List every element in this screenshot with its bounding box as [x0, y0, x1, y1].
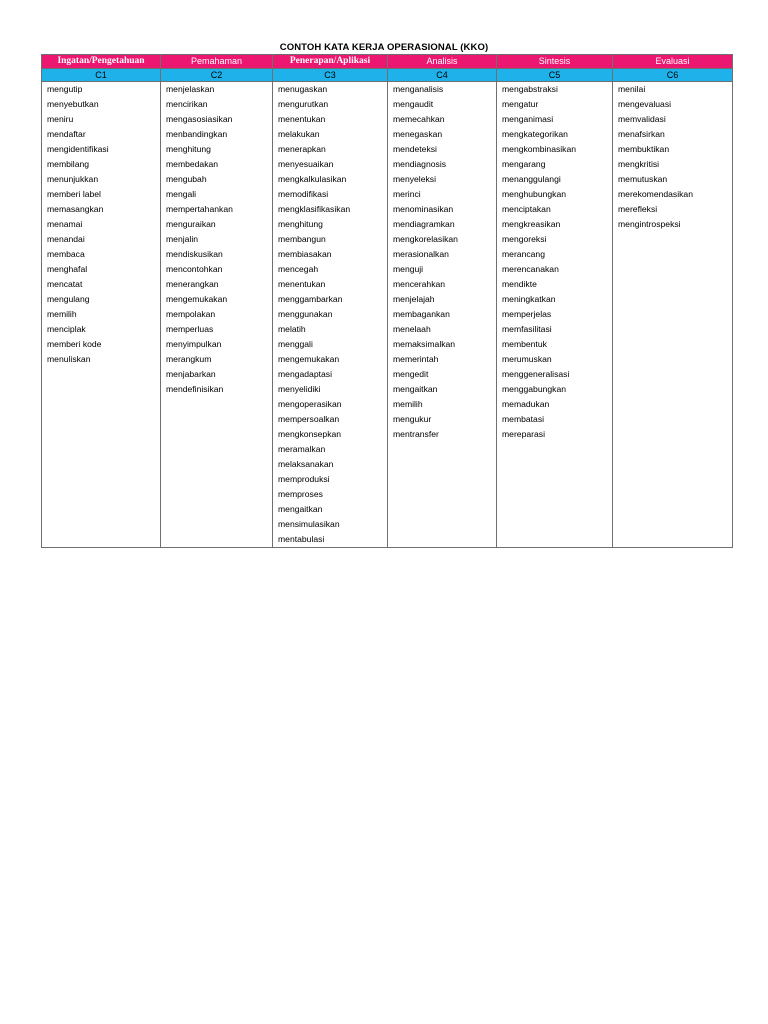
verb-item: mendiskusikan [166, 249, 223, 259]
verb-item: mengoperasikan [278, 399, 342, 409]
verb-item: merefleksi [618, 204, 658, 214]
verb-item: memaksimalkan [393, 339, 456, 349]
verb-item: memadukan [502, 399, 550, 409]
verb-item: mensimulasikan [278, 519, 340, 529]
verb-item: merekomendasikan [618, 189, 693, 199]
verb-item: menganimasi [502, 114, 554, 124]
verb-item: menamai [47, 219, 83, 229]
header-evaluasi: Evaluasi [613, 55, 733, 69]
verb-item: mengasosiasikan [166, 114, 233, 124]
verb-item: mendefinisikan [166, 384, 224, 394]
column-c5-cell [497, 82, 613, 548]
verb-item: menjelaskan [166, 84, 215, 94]
verb-item: menyimpulkan [166, 339, 222, 349]
verb-item: meramalkan [278, 444, 326, 454]
verb-item: merinci [393, 189, 421, 199]
verb-item: memvalidasi [618, 114, 666, 124]
verb-item: membagankan [393, 309, 450, 319]
verb-item: menuliskan [47, 354, 91, 364]
verb-item: menggambarkan [278, 294, 343, 304]
header-analisis: Analisis [388, 55, 497, 69]
verb-item: mengevaluasi [618, 99, 672, 109]
verb-item: menerangkan [166, 279, 219, 289]
category-header-row [42, 55, 733, 69]
column-c2-cell [161, 82, 273, 548]
word-list-c2 [161, 82, 272, 397]
verb-item: menggunakan [278, 309, 333, 319]
verb-item: mengaudit [393, 99, 434, 109]
verb-item: mengkreasikan [502, 219, 561, 229]
verb-item: mengutip [47, 84, 83, 94]
verb-item: memasangkan [47, 204, 104, 214]
verb-item: memerintah [393, 354, 439, 364]
verb-item: menilai [618, 84, 646, 94]
verb-item: merumuskan [502, 354, 552, 364]
verb-item: mengemukakan [166, 294, 228, 304]
verb-item: menghitung [166, 144, 211, 154]
verb-item: menyelidiki [278, 384, 321, 394]
verb-item: mendiagnosis [393, 159, 447, 169]
verb-item: mengkorelasikan [393, 234, 458, 244]
verb-item: merangkum [166, 354, 212, 364]
word-list-c4 [388, 82, 496, 442]
verb-item: menjalin [166, 234, 199, 244]
verb-item: mengkonsepkan [278, 429, 342, 439]
verb-item: memfasilitasi [502, 324, 552, 334]
verb-item: merasionalkan [393, 249, 449, 259]
kko-table [41, 54, 733, 548]
level-c6: C6 [613, 69, 733, 82]
verb-item: menyebutkan [47, 99, 99, 109]
column-c1-cell [42, 82, 161, 548]
verb-item: menafsirkan [618, 129, 665, 139]
verb-item: memproduksi [278, 474, 330, 484]
verb-item: mengaitkan [393, 384, 438, 394]
verb-item: mengubah [166, 174, 207, 184]
verb-item: menguji [393, 264, 424, 274]
header-penerapan-aplikasi: Penerapan/Aplikasi [273, 55, 388, 69]
verb-item: memperluas [166, 324, 214, 334]
verb-item: memilih [47, 309, 77, 319]
verb-item: menugaskan [278, 84, 328, 94]
level-c5: C5 [497, 69, 613, 82]
level-c1: C1 [42, 69, 161, 82]
verb-item: memproses [278, 489, 323, 499]
header-ingatan-pengetahuan: Ingatan/Pengetahuan [42, 55, 161, 69]
word-list-c6 [613, 82, 732, 232]
verb-item: membangun [278, 234, 326, 244]
verb-item: mengukur [393, 414, 432, 424]
level-header-row [42, 69, 733, 82]
verb-item: menyesuaikan [278, 159, 334, 169]
verb-item: meningkatkan [502, 294, 556, 304]
verb-item: mengemukakan [278, 354, 340, 364]
verb-item: mereparasi [502, 429, 545, 439]
column-c3-cell [273, 82, 388, 548]
verb-item: membentuk [502, 339, 547, 349]
verb-item: memilih [393, 399, 423, 409]
verb-item: menbandingkan [166, 129, 228, 139]
verb-item: mengarang [502, 159, 546, 169]
verb-item: merencanakan [502, 264, 559, 274]
verb-item: merancang [502, 249, 545, 259]
verb-item: mengintrospeksi [618, 219, 681, 229]
column-c4-cell [388, 82, 497, 548]
verb-item: melakukan [278, 129, 320, 139]
verb-item: menegaskan [393, 129, 443, 139]
verb-item: membilang [47, 159, 90, 169]
verb-item: mengaitkan [278, 504, 323, 514]
verb-item: membedakan [166, 159, 219, 169]
word-list-row [42, 82, 733, 548]
verb-item: mengkategorikan [502, 129, 568, 139]
verb-item: menjelajah [393, 294, 435, 304]
verb-item: mengabstraksi [502, 84, 558, 94]
verb-item: membaca [47, 249, 85, 259]
verb-item: mendeteksi [393, 144, 437, 154]
verb-item: menganalisis [393, 84, 444, 94]
verb-item: menelaah [393, 324, 431, 334]
verb-item: mengulang [47, 294, 90, 304]
verb-item: menghubungkan [502, 189, 567, 199]
verb-item: menghitung [278, 219, 323, 229]
verb-item: menghafal [47, 264, 88, 274]
verb-item: menunjukkan [47, 174, 99, 184]
verb-item: mempolakan [166, 309, 216, 319]
verb-item: membuktikan [618, 144, 670, 154]
verb-item: mengedit [393, 369, 429, 379]
level-c4: C4 [388, 69, 497, 82]
verb-item: mentransfer [393, 429, 439, 439]
verb-item: menandai [47, 234, 85, 244]
verb-item: melaksanakan [278, 459, 334, 469]
verb-item: mencatat [47, 279, 83, 289]
level-c3: C3 [273, 69, 388, 82]
verb-item: membiasakan [278, 249, 332, 259]
verb-item: menentukan [278, 279, 326, 289]
verb-item: membatasi [502, 414, 545, 424]
verb-item: memberi label [47, 189, 101, 199]
verb-item: memodifikasi [278, 189, 329, 199]
verb-item: menguraikan [166, 219, 216, 229]
verb-item: mengkalkulasikan [278, 174, 347, 184]
verb-item: mengidentifikasi [47, 144, 109, 154]
verb-item: mengklasifikasikan [278, 204, 351, 214]
verb-item: mencegah [278, 264, 319, 274]
header-pemahaman: Pemahaman [161, 55, 273, 69]
word-list-c5 [497, 82, 612, 442]
verb-item: menciptakan [502, 204, 551, 214]
verb-item: mendaftar [47, 129, 86, 139]
verb-item: mencirikan [166, 99, 208, 109]
verb-item: menentukan [278, 114, 326, 124]
verb-item: memecahkan [393, 114, 445, 124]
verb-item: mengali [166, 189, 197, 199]
verb-item: mengkritisi [618, 159, 660, 169]
header-sintesis: Sintesis [497, 55, 613, 69]
verb-item: memperjelas [502, 309, 552, 319]
document-title: CONTOH KATA KERJA OPERASIONAL (KKO) [279, 42, 489, 53]
verb-item: mengatur [502, 99, 539, 109]
word-list-c3 [273, 82, 387, 547]
verb-item: mencerahkan [393, 279, 446, 289]
verb-item: mencontohkan [166, 264, 223, 274]
verb-item: memberi kode [47, 339, 102, 349]
verb-item: mengurutkan [278, 99, 329, 109]
verb-item: mendiagramkan [393, 219, 455, 229]
verb-item: menyeleksi [393, 174, 436, 184]
verb-item: mempersoalkan [278, 414, 340, 424]
verb-item: melatih [278, 324, 306, 334]
verb-item: mengkombinasikan [502, 144, 577, 154]
verb-item: menerapkan [278, 144, 326, 154]
verb-item: menjabarkan [166, 369, 216, 379]
word-list-c1 [42, 82, 160, 367]
verb-item: menanggulangi [502, 174, 561, 184]
verb-item: mentabulasi [278, 534, 325, 544]
verb-item: mengoreksi [502, 234, 547, 244]
verb-item: menggali [278, 339, 313, 349]
column-c6-cell [613, 82, 733, 548]
verb-item: meniru [47, 114, 74, 124]
verb-item: mendikte [502, 279, 537, 289]
verb-item: mengadaptasi [278, 369, 332, 379]
verb-item: mempertahankan [166, 204, 233, 214]
level-c2: C2 [161, 69, 273, 82]
verb-item: menggeneralisasi [502, 369, 570, 379]
verb-item: menciplak [47, 324, 86, 334]
verb-item: memutuskan [618, 174, 668, 184]
verb-item: menggabungkan [502, 384, 567, 394]
verb-item: menominasikan [393, 204, 454, 214]
